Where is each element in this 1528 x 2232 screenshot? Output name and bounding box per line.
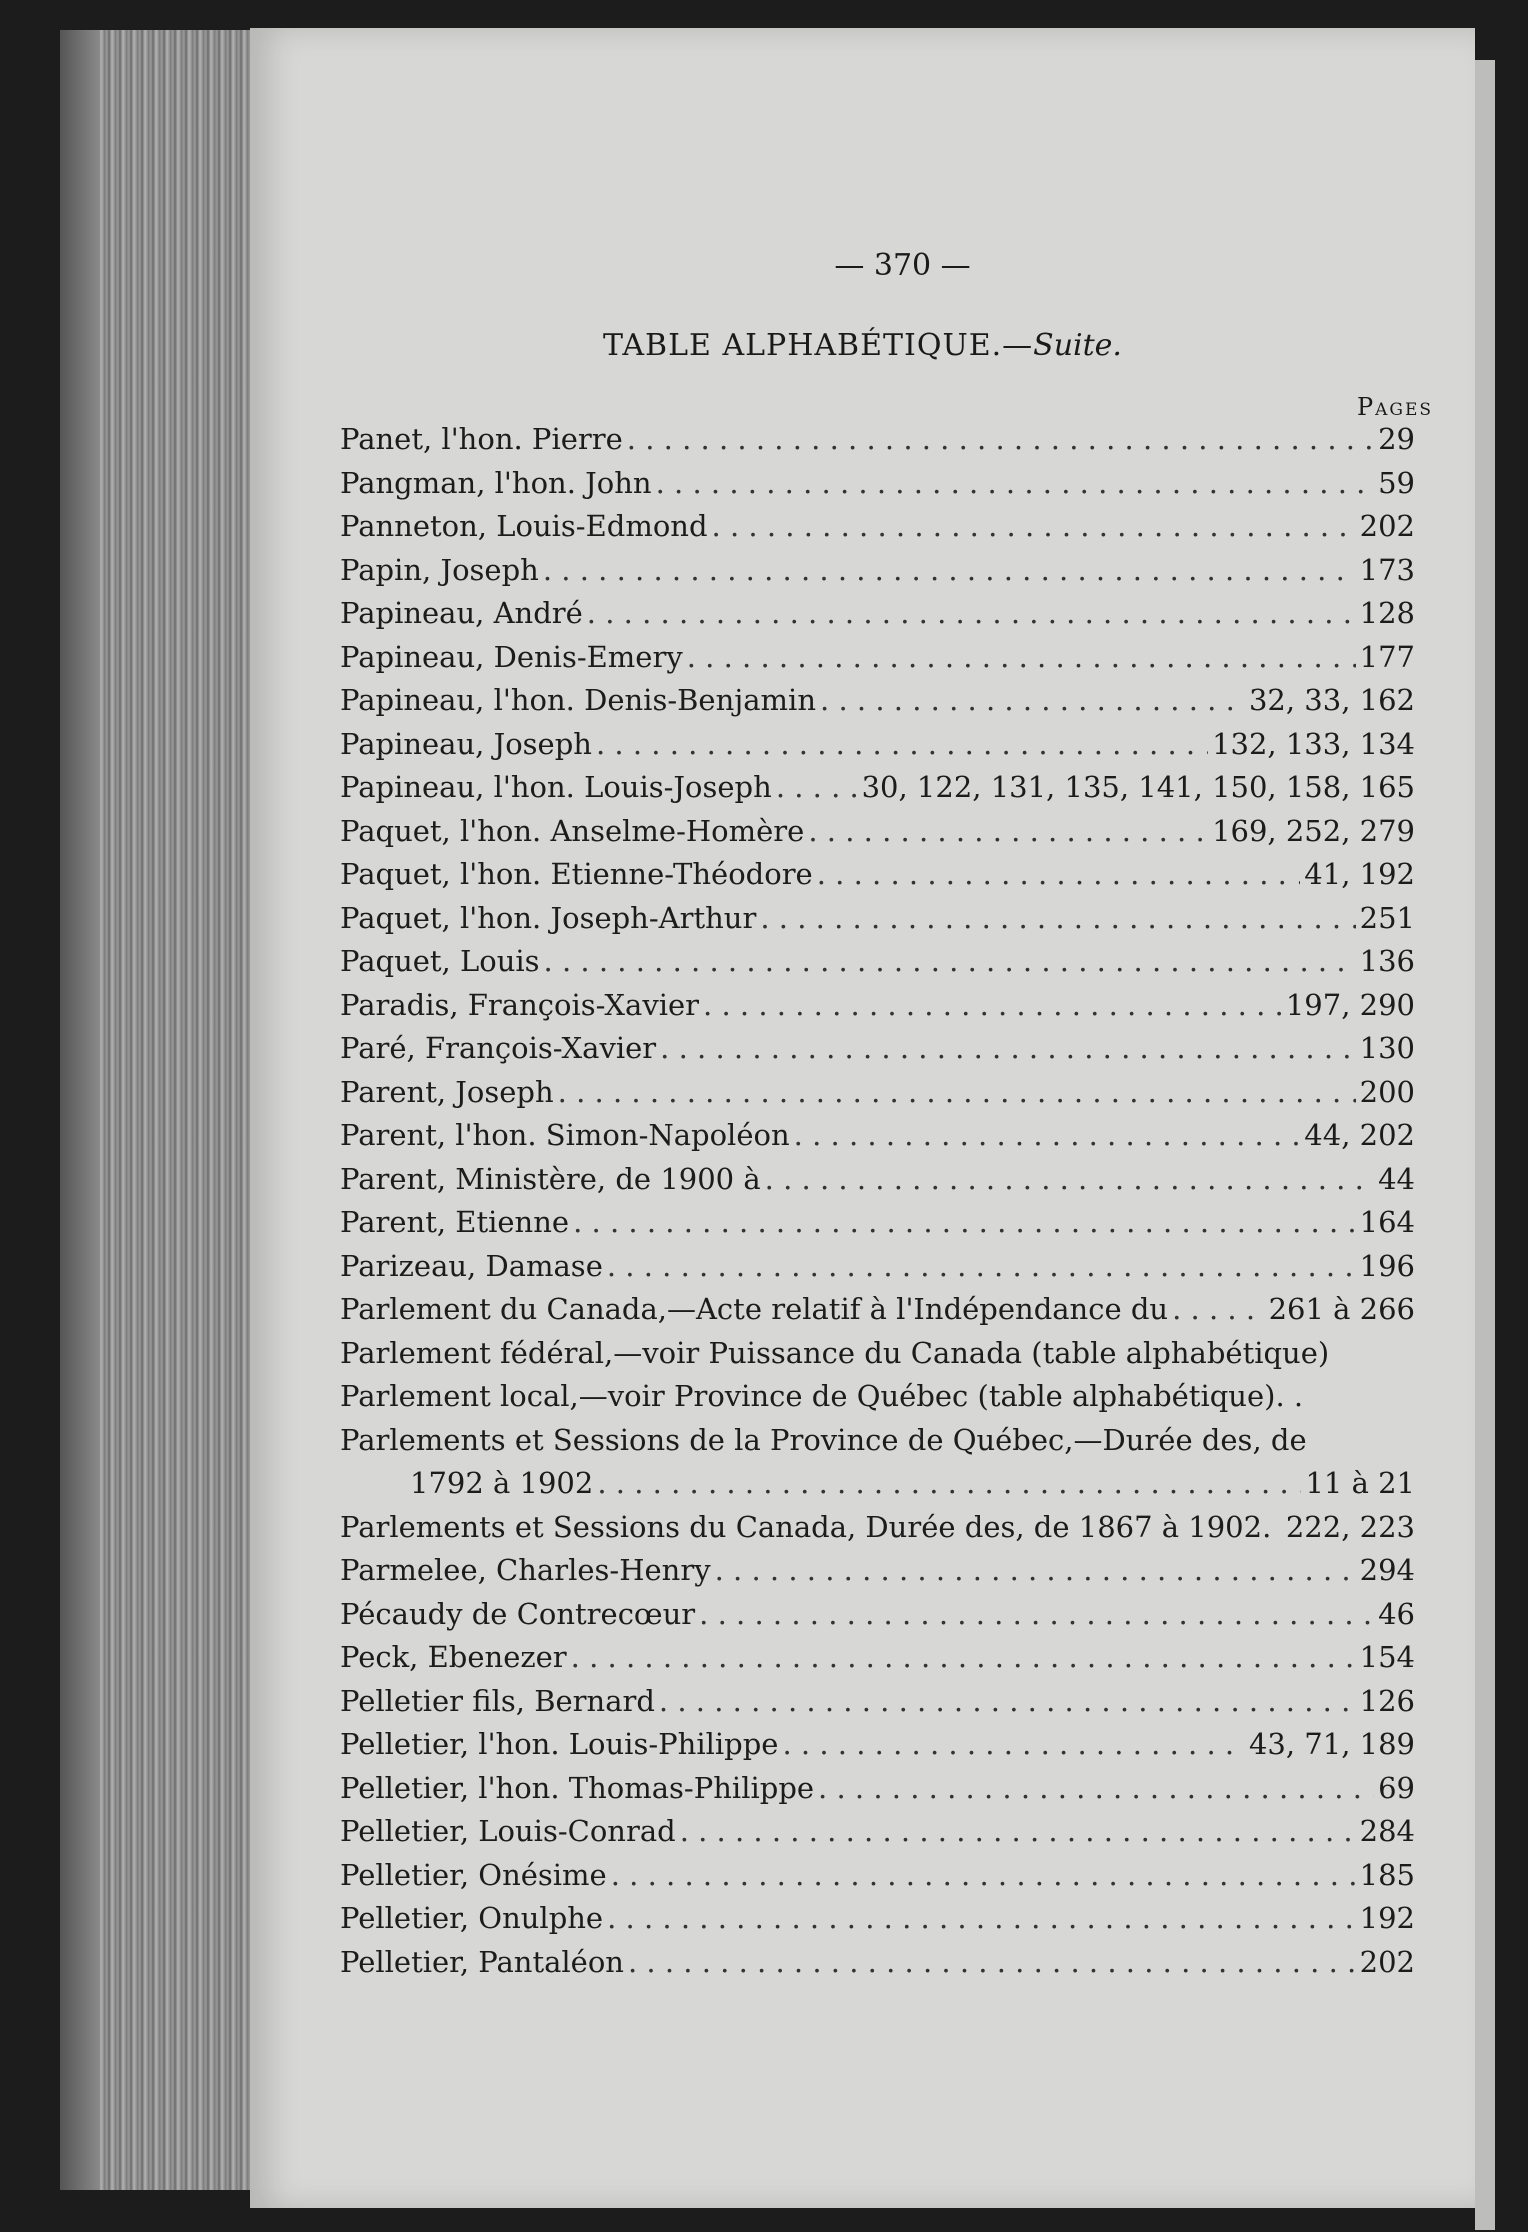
entry-name: Papineau, l'hon. Denis-Benjamin <box>340 683 817 717</box>
dot-leader <box>607 1245 1356 1289</box>
entry-name: Papin, Joseph <box>340 552 539 587</box>
entry-name: Pelletier, Louis-Conrad <box>340 1814 676 1848</box>
dot-leader <box>820 679 1245 723</box>
entry-name: Paquet, l'hon. Joseph-Arthur <box>340 900 757 935</box>
entry-pages: 11 à 21 <box>1305 1466 1415 1500</box>
entry-pages: 222, 223 <box>1285 1509 1415 1544</box>
entry-pages: 44, 202 <box>1304 1118 1415 1152</box>
entry-name: Parent, l'hon. Simon-Napoléon <box>340 1118 790 1152</box>
index-entry <box>340 1332 1415 1376</box>
dot-leader <box>571 1636 1356 1680</box>
table-title <box>250 328 1475 363</box>
entry-pages: 154 <box>1359 1640 1415 1674</box>
entry-name: Pelletier, l'hon. Louis-Philippe <box>340 1727 779 1761</box>
dot-leader <box>607 1897 1356 1941</box>
entry-pages: 30, 122, 131, 135, 141, 150, 158, 165 <box>861 770 1415 804</box>
entry-pages: 196 <box>1359 1248 1415 1283</box>
index-entry <box>340 1941 1415 1985</box>
index-entry <box>340 984 1415 1028</box>
dot-leader <box>573 1201 1356 1245</box>
dot-leader <box>543 549 1356 593</box>
dot-leader <box>715 1549 1356 1593</box>
entry-name: Parlement du Canada,—Acte relatif à l'Indépendance du <box>340 1292 1169 1326</box>
index-entry <box>340 1462 1415 1506</box>
index-entry <box>340 1158 1415 1202</box>
entry-pages: 132, 133, 134 <box>1212 726 1415 761</box>
index-entry <box>340 592 1415 636</box>
index-entry <box>340 723 1415 767</box>
entry-pages: 41, 192 <box>1304 857 1415 891</box>
index-entry <box>340 1245 1415 1289</box>
entry-pages: 177 <box>1359 639 1415 674</box>
index-entry <box>340 1506 1415 1550</box>
index-entry <box>340 1288 1415 1332</box>
entry-pages: 294 <box>1359 1553 1415 1587</box>
index-entry <box>340 1419 1415 1463</box>
dot-leader <box>760 897 1355 941</box>
index-entry <box>340 679 1415 723</box>
entry-pages: 130 <box>1359 1031 1415 1065</box>
entry-name: Paradis, François-Xavier <box>340 987 700 1022</box>
entry-pages: 126 <box>1359 1683 1415 1718</box>
dot-leader <box>656 462 1375 506</box>
index-entry <box>340 505 1415 549</box>
entry-name: Panet, l'hon. Pierre <box>340 422 623 456</box>
index-entry <box>340 1723 1415 1767</box>
entry-pages: 202 <box>1359 509 1415 543</box>
entry-name: Pelletier fils, Bernard <box>340 1683 655 1718</box>
dot-leader <box>627 418 1374 462</box>
dot-leader <box>703 984 1282 1028</box>
entry-name: Pelletier, l'hon. Thomas-Philippe <box>340 1770 815 1805</box>
dot-leader <box>558 1071 1356 1115</box>
entry-name: Parlements et Sessions du Canada, Durée des, de 1867 à 1902. <box>340 1509 1272 1544</box>
table-title-main: TABLE ALPHABÉTIQUE.— <box>603 328 1034 363</box>
entry-name: Parent, Joseph <box>340 1074 554 1109</box>
entry-name: Paquet, Louis <box>340 944 540 978</box>
dot-leader <box>699 1593 1374 1637</box>
dot-leader <box>817 853 1301 897</box>
index-entry <box>340 1549 1415 1593</box>
dot-leader <box>544 940 1356 984</box>
dot-leader <box>597 1462 1301 1506</box>
dot-leader <box>794 1114 1301 1158</box>
entry-name: Panneton, Louis-Edmond <box>340 509 708 543</box>
entry-pages: 173 <box>1359 552 1415 587</box>
entry-pages: 169, 252, 279 <box>1212 813 1415 848</box>
index-entry <box>340 1201 1415 1245</box>
dot-leader <box>1172 1288 1264 1332</box>
entry-name: Parlements et Sessions de la Province de Québec,—Durée des, de <box>340 1422 1307 1457</box>
dot-leader <box>776 766 858 810</box>
entry-name: Peck, Ebenezer <box>340 1640 567 1674</box>
index-entry <box>340 810 1415 854</box>
dot-leader <box>587 592 1356 636</box>
dot-leader <box>611 1854 1356 1898</box>
entry-name: Parlement fédéral,—voir Puissance du Canada (table alphabétique) <box>340 1335 1330 1370</box>
pages-column-header: Pages <box>1356 393 1433 421</box>
index-entry <box>340 940 1415 984</box>
dot-leader <box>765 1158 1374 1202</box>
entry-name: Papineau, André <box>340 596 583 630</box>
dot-leader <box>659 1680 1356 1724</box>
next-page-edge <box>1475 60 1495 2230</box>
index-entry <box>340 853 1415 897</box>
entry-name: Parent, Etienne <box>340 1205 570 1239</box>
entry-name: Pécaudy de Contrecœur <box>340 1596 696 1631</box>
entry-name: Pelletier, Onésime <box>340 1857 607 1892</box>
entry-pages: 251 <box>1359 900 1415 935</box>
entry-name: Papineau, Joseph <box>340 726 592 761</box>
index-entry <box>340 1767 1415 1811</box>
index-entry <box>340 1680 1415 1724</box>
index-entry <box>340 1897 1415 1941</box>
index-entry <box>340 1593 1415 1637</box>
entry-pages: 32, 33, 162 <box>1248 683 1415 717</box>
page-edges-shadow <box>60 30 100 2190</box>
entry-pages: 59 <box>1378 465 1415 500</box>
entry-pages: 43, 71, 189 <box>1248 1727 1415 1761</box>
index-entry <box>340 549 1415 593</box>
entry-name: Pelletier, Onulphe <box>340 1901 604 1935</box>
dot-leader <box>818 1767 1374 1811</box>
entry-pages: 29 <box>1378 422 1415 456</box>
index-entry <box>340 1114 1415 1158</box>
index-entry <box>340 1636 1415 1680</box>
index-entry <box>340 766 1415 810</box>
index-entry <box>340 1810 1415 1854</box>
entry-pages: 185 <box>1359 1857 1415 1892</box>
entry-name: Parmelee, Charles-Henry <box>340 1553 711 1587</box>
entry-pages: 284 <box>1359 1814 1415 1848</box>
index-entries <box>340 418 1415 1984</box>
entry-pages: 128 <box>1359 596 1415 630</box>
entry-name: Papineau, l'hon. Louis-Joseph <box>340 770 772 804</box>
dot-leader <box>782 1723 1245 1767</box>
dot-leader <box>628 1941 1356 1985</box>
page-number: — 370 — <box>834 248 971 283</box>
index-entry <box>340 636 1415 680</box>
entry-pages: 44 <box>1378 1161 1415 1196</box>
entry-name: Parizeau, Damase <box>340 1248 603 1283</box>
entry-pages: 202 <box>1359 1944 1415 1979</box>
entry-name: Pangman, l'hon. John <box>340 465 652 500</box>
index-entry <box>340 897 1415 941</box>
dot-leader <box>687 636 1356 680</box>
dot-leader <box>712 505 1356 549</box>
entry-name: Pelletier, Pantaléon <box>340 1944 624 1979</box>
index-entry <box>340 1854 1415 1898</box>
dot-leader <box>660 1027 1355 1071</box>
entry-name: Parent, Ministère, de 1900 à <box>340 1161 761 1196</box>
entry-pages: 197, 290 <box>1285 987 1415 1022</box>
entry-name: Paquet, l'hon. Anselme-Homère <box>340 813 805 848</box>
entry-pages: 192 <box>1359 1901 1415 1935</box>
entry-name: 1792 à 1902 <box>410 1466 594 1500</box>
index-entry <box>340 462 1415 506</box>
table-title-suite: Suite. <box>1033 328 1122 363</box>
entry-pages: 261 à 266 <box>1268 1292 1415 1326</box>
entry-name: Paquet, l'hon. Etienne-Théodore <box>340 857 813 891</box>
entry-pages: 136 <box>1359 944 1415 978</box>
dot-leader <box>808 810 1208 854</box>
entry-name: Parlement local,—voir Province de Québec (table alphabétique). . <box>340 1379 1304 1413</box>
entry-name: Paré, François-Xavier <box>340 1031 657 1065</box>
index-entry <box>340 1375 1415 1419</box>
index-entry <box>340 1071 1415 1115</box>
entry-pages: 200 <box>1359 1074 1415 1109</box>
entry-name: Papineau, Denis-Emery <box>340 639 683 674</box>
dot-leader <box>680 1810 1356 1854</box>
dot-leader <box>596 723 1208 767</box>
entry-pages: 46 <box>1378 1596 1415 1631</box>
book-page <box>250 28 1475 2208</box>
index-entry <box>340 1027 1415 1071</box>
index-entry <box>340 418 1415 462</box>
entry-pages: 69 <box>1378 1770 1415 1805</box>
entry-pages: 164 <box>1359 1205 1415 1239</box>
